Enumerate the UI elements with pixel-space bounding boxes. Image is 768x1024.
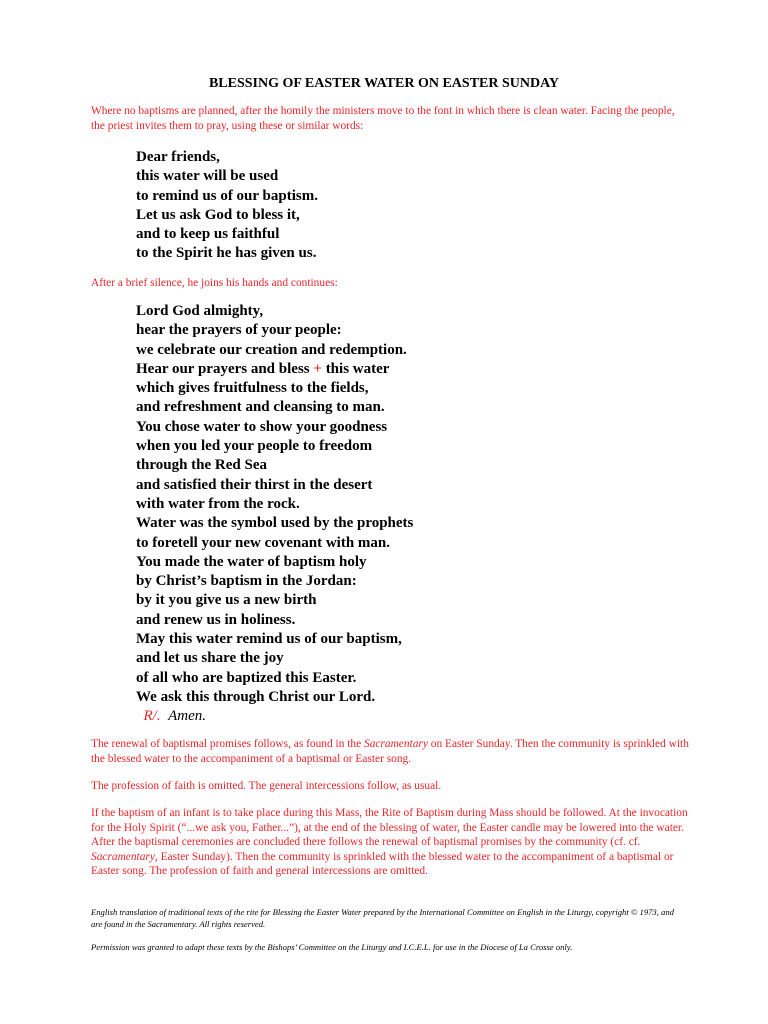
blessing-prayer (136, 302, 656, 727)
blessing-line: with water from the rock. (136, 495, 300, 512)
cross-sign-icon: + (313, 360, 322, 377)
bless-line-start: Hear our prayers and bless (136, 360, 314, 377)
response-text: Amen. (168, 708, 206, 725)
rubric-renewal-italic: Sacramentary (364, 738, 428, 750)
blessing-line: to foretell your new covenant with man. (136, 534, 391, 551)
blessing-line: which gives fruitfulness to the fields, (136, 380, 369, 397)
blessing-line: May this water remind us of our baptism, (136, 631, 402, 648)
rubric-intro: Where no baptisms are planned, after the homily the ministers move to the font in which there is clean water. Facing the people, the priest invites them to pray, using these or similar words: (91, 105, 675, 132)
invitation-line: Dear friends, (136, 149, 220, 165)
rubric-renewal-part2: on Easter Sunday. Then the community is sprinkled with the blessed water to the accompaniment of a baptismal or Easter song. (91, 738, 689, 765)
blessing-line: of all who are baptized this Easter. (136, 669, 357, 686)
rubric-infant-part1: If the baptism of an infant is to take place during this Mass, the Rite of Baptism during Mass should be followed. At the invocation for the Holy Spirit (“...we ask you, Father...”), at the end of the blessing of water, the Easter candle may be lowered into the water. After the baptismal ceremonies are concluded there follows the renewal of baptismal promises by the community (cf. cf. (91, 807, 688, 848)
blessing-line: we celebrate our creation and redemption. (136, 341, 407, 358)
bless-line-end: this water (321, 360, 390, 377)
rubric-infant-baptism (91, 806, 691, 879)
blessing-line: hear the prayers of your people: (136, 322, 342, 339)
blessing-line: through the Red Sea (136, 457, 267, 474)
footnote-translation: English translation of traditional texts of the rite for Blessing the Easter Water prepared by the International Committee on English in the Liturgy, copyright © 1973, and are found in the Sacramentary. All rights reserved. (91, 907, 674, 929)
invitation-line: to the Spirit he has given us. (136, 245, 317, 262)
response-line (136, 707, 656, 726)
invitation-prayer (136, 148, 656, 264)
blessing-line: and let us share the joy (136, 650, 284, 667)
blessing-line: by it you give us a new birth (136, 592, 317, 609)
rubric-infant-part2: , Easter Sunday). Then the community is sprinkled with the blessed water to the accompaniment of a baptismal or Easter song. The profession of faith and general intercessions are omitted. (91, 850, 674, 877)
blessing-line: and renew us in holiness. (136, 611, 296, 628)
blessing-line: and satisfied their thirst in the desert (136, 476, 373, 493)
blessing-line-bless (136, 360, 656, 379)
blessing-line: by Christ’s baptism in the Jordan: (136, 573, 357, 590)
page-title: BLESSING OF EASTER WATER ON EASTER SUNDAY (208, 76, 560, 91)
invitation-line: Let us ask God to bless it, (136, 206, 300, 223)
blessing-line: We ask this through Christ our Lord. (136, 688, 376, 705)
blessing-line: Water was the symbol used by the prophets (136, 515, 414, 532)
response-label: R/. (143, 708, 161, 725)
invitation-line: this water will be used (136, 168, 279, 185)
footnote-permission: Permission was granted to adapt these texts by the Bishops’ Committee on the Liturgy and I.C.E.L. for use in the Diocese of La Crosse only. (91, 942, 573, 952)
invitation-line: and to keep us faithful (136, 226, 280, 243)
invitation-line: to remind us of our baptism. (136, 187, 318, 204)
blessing-line: when you led your people to freedom (136, 438, 373, 455)
rubric-profession: The profession of faith is omitted. The general intercessions follow, as usual. (91, 780, 442, 792)
rubric-infant-italic: Sacramentary (91, 850, 155, 863)
blessing-line: You made the water of baptism holy (136, 553, 367, 570)
rubric-renewal (91, 737, 691, 766)
rubric-renewal-part1: The renewal of baptismal promises follows, as found in the (91, 738, 364, 750)
rubric-continues: After a brief silence, he joins his hands and continues: (91, 277, 338, 289)
blessing-line: Lord God almighty, (136, 303, 264, 319)
blessing-line: You chose water to show your goodness (136, 418, 388, 435)
blessing-line: and refreshment and cleansing to man. (136, 399, 385, 416)
